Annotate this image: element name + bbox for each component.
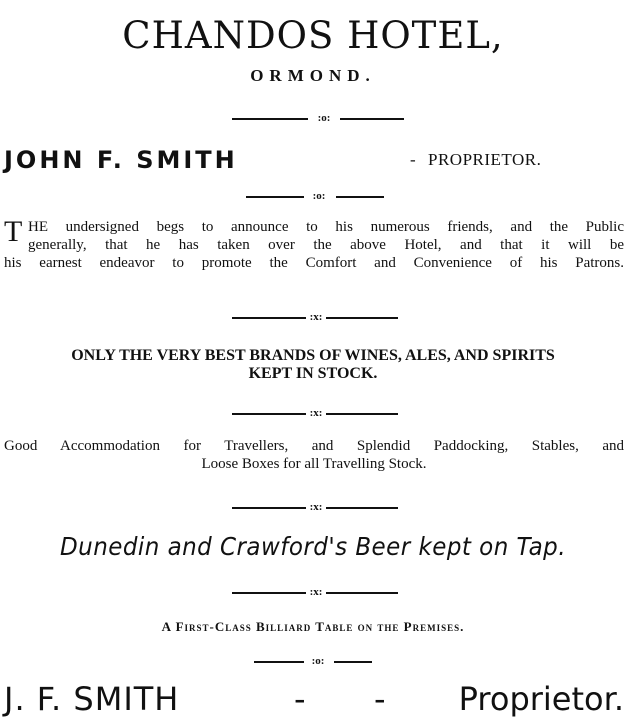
proprietor-title: PROPRIETOR. (428, 150, 542, 169)
town-name: ORMOND. (250, 66, 376, 85)
proprietor-dash: - (410, 150, 417, 169)
announcement-line: HE undersigned begs to announce to his numerous friends, and the Public (28, 219, 624, 235)
separator-mark: :o: (312, 190, 326, 202)
separator (0, 190, 626, 204)
accommodation-line: Loose Boxes for all Travelling Stock. (201, 456, 427, 472)
billiard-notice: A First-Class Billiard Table on the Premises. (161, 619, 465, 634)
footer-dash: - (294, 680, 306, 718)
accommodation-notice (4, 437, 624, 473)
proprietor-name: JOHN F. SMITH (4, 146, 238, 174)
separator (0, 586, 626, 600)
separator (0, 407, 626, 421)
announcement-line: his earnest endeavor to promote the Comfort and Convenience of his Patrons. (4, 255, 624, 271)
wines-line: ONLY THE VERY BEST BRANDS OF WINES, ALES, AND SPIRITS (71, 347, 555, 364)
announcement-line: generally, that he has taken over the above Hotel, and that it will be (28, 237, 624, 253)
separator-mark: :x: (309, 501, 323, 513)
separator-mark: :x: (309, 586, 323, 598)
proprietor-line (4, 146, 622, 176)
accommodation-line: Good Accommodation for Travellers, and Splendid Paddocking, Stables, and (4, 438, 624, 454)
separator (0, 501, 626, 515)
separator-mark: :x: (309, 311, 323, 323)
separator (0, 112, 626, 126)
footer-name: J. F. SMITH (4, 680, 180, 718)
separator-mark: :x: (309, 407, 323, 419)
separator-mark: :o: (317, 112, 331, 124)
wines-notice (0, 347, 626, 383)
separator (0, 311, 626, 325)
separator (0, 655, 626, 669)
wines-line: KEPT IN STOCK. (248, 365, 378, 382)
footer-dash: - (374, 680, 386, 718)
drop-cap: T (4, 215, 23, 248)
hotel-name-heading: CHANDOS HOTEL, (122, 14, 504, 57)
separator-mark: :o: (311, 655, 325, 667)
footer-signature (4, 680, 624, 720)
footer-title: Proprietor. (458, 680, 624, 718)
beer-notice: Dunedin and Crawford's Beer kept on Tap. (60, 532, 566, 561)
